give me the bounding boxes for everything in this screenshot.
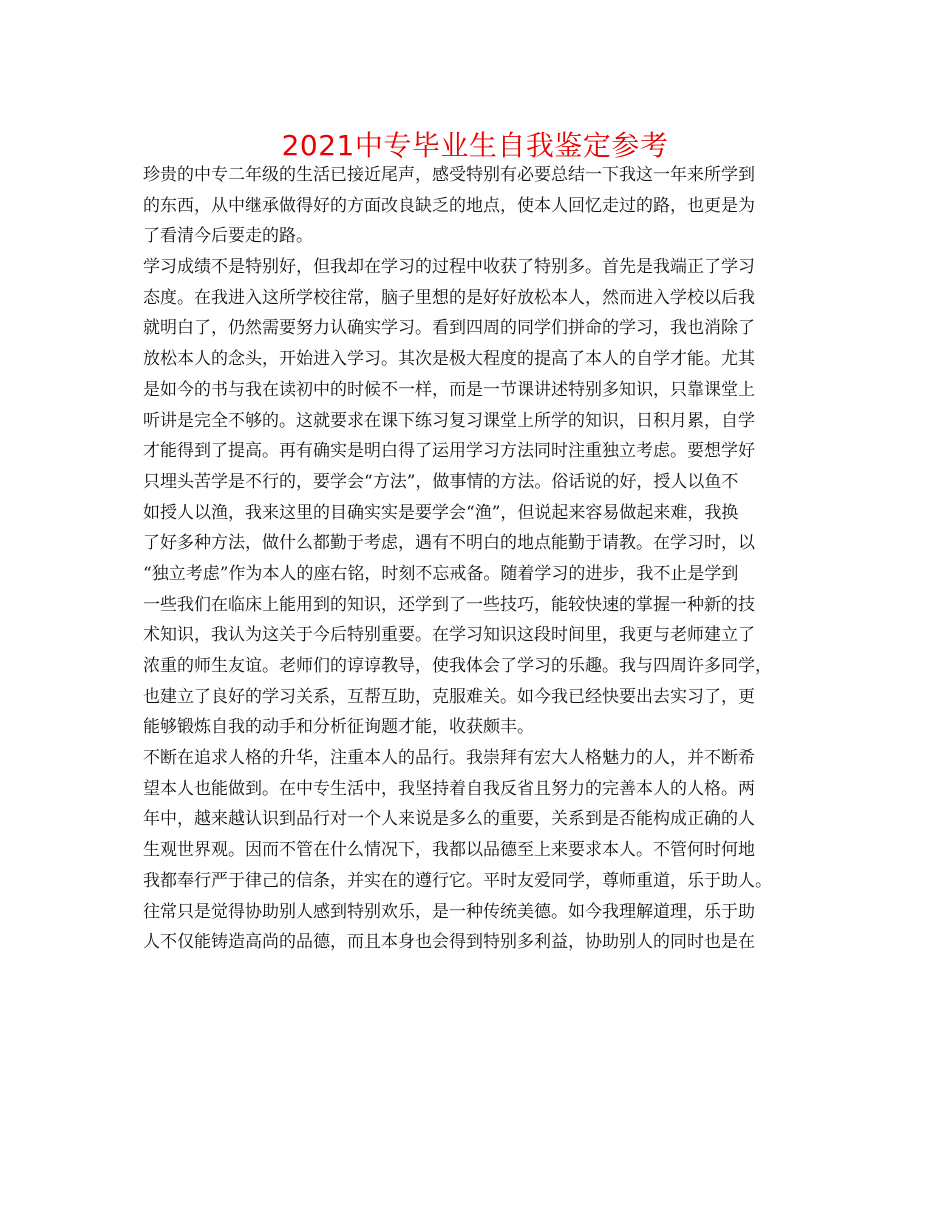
body-line: 望本人也能做到。在中专生活中，我坚持着自我反省且努力的完善本人的人格。两 (143, 778, 755, 799)
body-line: 了看清今后要走的路。 (143, 226, 313, 247)
body-line: “独立考虑”作为本人的座右铭，时刻不忘戒备。随着学习的进步，我不止是学到 (143, 563, 739, 584)
body-line: 人不仅能铸造高尚的品德，而且本身也会得到特别多利益，协助别人的同时也是在 (143, 932, 755, 953)
body-line: 往常只是觉得协助别人感到特别欢乐，是一种传统美德。如今我理解道理，乐于助 (143, 901, 755, 922)
body-line: 态度。在我进入这所学校往常，脑子里想的是好好放松本人，然而进入学校以后我 (143, 287, 755, 308)
body-line: 年中，越来越认识到品行对一个人来说是多么的重要，关系到是否能构成正确的人 (143, 809, 755, 830)
body-line: 我都奉行严于律己的信条，并实在的遵行它。平时友爱同学，尊师重道，乐于助人。 (143, 870, 772, 891)
body-line: 不断在追求人格的升华，注重本人的品行。我崇拜有宏大人格魅力的人，并不断希 (143, 748, 755, 769)
body-line: 学习成绩不是特别好，但我却在学习的过程中收获了特别多。首先是我端正了学习 (143, 257, 755, 278)
body-line: 听讲是完全不够的。这就要求在课下练习复习课堂上所学的知识，日积月累，自学 (143, 410, 755, 431)
body-line: 术知识，我认为这关于今后特别重要。在学习知识这段时间里，我更与老师建立了 (143, 625, 755, 646)
body-line: 才能得到了提高。再有确实是明白得了运用学习方法同时注重独立考虑。要想学好 (143, 441, 755, 462)
body-line: 的东西，从中继承做得好的方面改良缺乏的地点，使本人回忆走过的路，也更是为 (143, 195, 755, 216)
body-line: 珍贵的中专二年级的生活已接近尾声，感受特别有必要总结一下我这一年来所学到 (143, 165, 755, 185)
body-line: 是如今的书与我在读初中的时候不一样，而是一节课讲述特别多知识，只靠课堂上 (143, 379, 755, 400)
body-line: 就明白了，仍然需要努力认确实学习。看到四周的同学们拼命的学习，我也消除了 (143, 318, 755, 339)
document-title: 2021中专毕业生自我鉴定参考 (281, 129, 669, 162)
document-body (143, 160, 823, 958)
body-line: 放松本人的念头，开始进入学习。其次是极大程度的提高了本人的自学才能。尤其 (143, 349, 755, 370)
body-line: 了好多种方法，做什么都勤于考虑，遇有不明白的地点能勤于请教。在学习时，以 (143, 533, 755, 554)
body-line: 只埋头苦学是不行的，要学会“方法”，做事情的方法。俗话说的好，授人以鱼不 (143, 471, 739, 492)
body-line: 能够锻炼自我的动手和分析征询题才能，收获颇丰。 (143, 717, 534, 738)
body-line: 浓重的师生友谊。老师们的谆谆教导，使我体会了学习的乐趣。我与四周许多同学， (143, 656, 772, 676)
body-line: 一些我们在临床上能用到的知识，还学到了一些技巧，能较快速的掌握一种新的技 (143, 594, 755, 615)
body-line: 也建立了良好的学习关系，互帮互助，克服难关。如今我已经快要出去实习了，更 (143, 686, 755, 707)
body-line: 如授人以渔，我来这里的目确实实是要学会“渔”，但说起来容易做起来难，我换 (143, 502, 739, 523)
body-line: 生观世界观。因而不管在什么情况下，我都以品德至上来要求本人。不管何时何地 (143, 840, 755, 861)
